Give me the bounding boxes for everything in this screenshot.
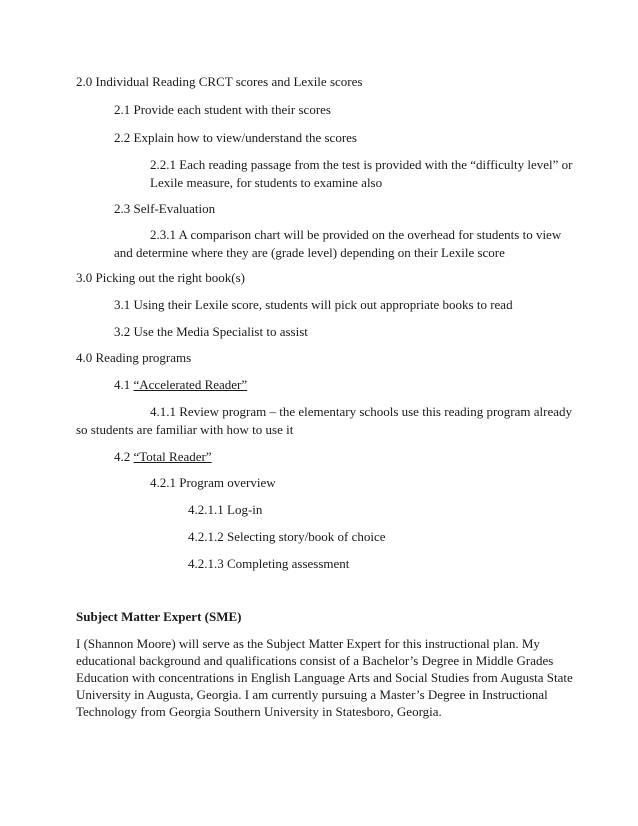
sme-paragraph-line2: educational background and qualifications consist of a Bachelor’s Degree in Middle Grades [76,653,554,668]
outline-item-3-0: 3.0 Picking out the right book(s) [76,270,245,285]
outline-item-4-2-1-1: 4.2.1.1 Log-in [188,502,263,517]
outline-item-4-1-1-line1: 4.1.1 Review program – the elementary schools use this reading program already [150,404,573,419]
outline-item-3-1: 3.1 Using their Lexile score, students will pick out appropriate books to read [114,297,513,312]
outline-item-2-3-1-line2: and determine where they are (grade level) depending on their Lexile score [114,245,505,260]
outline-item-4-2 [114,449,212,465]
outline-item-4-2-1-3: 4.2.1.3 Completing assessment [188,556,350,571]
outline-item-2-0: 2.0 Individual Reading CRCT scores and Lexile scores [76,74,363,89]
total-reader-title: “Total Reader” [133,449,212,464]
outline-item-4-2-1: 4.2.1 Program overview [150,475,276,490]
sme-paragraph-line1: I (Shannon Moore) will serve as the Subject Matter Expert for this instructional plan. My [76,636,540,651]
outline-item-4-1-1-line2: so students are familiar with how to use it [76,422,294,437]
outline-item-2-3: 2.3 Self-Evaluation [114,201,216,216]
sme-heading: Subject Matter Expert (SME) [76,609,242,624]
outline-item-2-2: 2.2 Explain how to view/understand the scores [114,130,357,145]
outline-item-2-2-1-line2: Lexile measure, for students to examine also [150,175,383,190]
outline-item-4-1 [114,377,247,393]
outline-item-4-1-number: 4.1 [114,377,134,392]
outline-item-4-2-1-2: 4.2.1.2 Selecting story/book of choice [188,529,386,544]
sme-paragraph-line3: Education with concentrations in English Language Arts and Social Studies from Augusta State [76,670,573,685]
outline-item-2-2-1-line1: 2.2.1 Each reading passage from the test is provided with the “difficulty level” or [150,157,573,172]
sme-paragraph-line4: University in Augusta, Georgia. I am currently pursuing a Master’s Degree in Instructional [76,687,548,702]
accelerated-reader-title: “Accelerated Reader” [133,377,248,392]
outline-item-2-1: 2.1 Provide each student with their scores [114,102,331,117]
outline-item-3-2: 3.2 Use the Media Specialist to assist [114,324,308,339]
outline-item-2-3-1-line1: 2.3.1 A comparison chart will be provided on the overhead for students to view [150,227,562,242]
sme-paragraph-line5: Technology from Georgia Southern University in Statesboro, Georgia. [76,704,442,719]
outline-item-4-2-number: 4.2 [114,449,134,464]
outline-item-4-0: 4.0 Reading programs [76,350,192,365]
